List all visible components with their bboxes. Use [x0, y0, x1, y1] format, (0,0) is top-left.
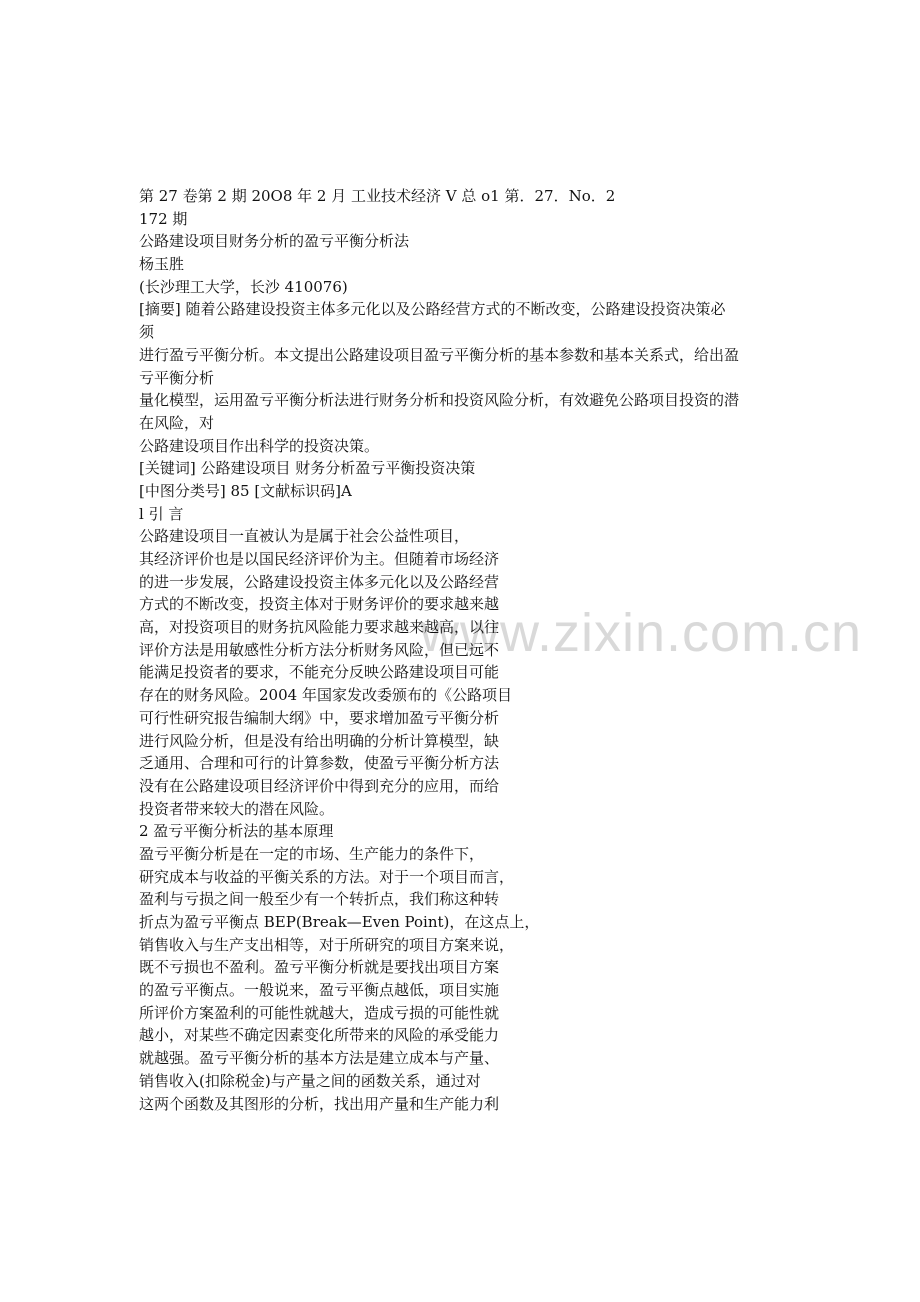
body-text-line: 研究成本与收益的平衡关系的方法。对于一个项目而言，	[139, 867, 515, 886]
keywords-line: [关键词] 公路建设项目 财务分析盈亏平衡投资决策	[139, 459, 476, 478]
document-page	[139, 185, 799, 1115]
body-text-line: 的进一步发展，公路建设投资主体多元化以及公路经营	[139, 572, 500, 591]
body-text-line: 投资者带来较大的潜在风险。	[139, 799, 335, 818]
issue-number-line: 172 期	[139, 209, 188, 228]
watermark-text: www.zixin.com.cn	[420, 603, 863, 663]
abstract-line: 在风险，对	[139, 413, 215, 432]
body-text-line: 销售收入(扣除税金)与产量之间的函数关系，通过对	[139, 1071, 481, 1090]
abstract-line: 量化模型，运用盈亏平衡分析法进行财务分析和投资风险分析，有效避免公路项目投资的潜	[139, 391, 740, 410]
section-1-heading: l 引 言	[139, 504, 184, 523]
author-name: 杨玉胜	[139, 255, 185, 274]
body-text-line: 可行性研究报告编制大纲》中，要求增加盈亏平衡分析	[139, 708, 500, 727]
body-text-line: 高，对投资项目的财务抗风险能力要求越来越高，以往	[139, 618, 500, 637]
body-text-line: 所评价方案盈利的可能性就越大，造成亏损的可能性就	[139, 1003, 500, 1022]
body-text-line: 销售收入与生产支出相等，对于所研究的项目方案来说，	[139, 935, 515, 954]
body-text-line: 越小，对某些不确定因素变化所带来的风险的承受能力	[139, 1026, 500, 1045]
body-text-line: 存在的财务风险。2004 年国家发改委颁布的《公路项目	[139, 686, 512, 705]
section-2-heading: 2 盈亏平衡分析法的基本原理	[139, 822, 334, 841]
author-affiliation: (长沙理工大学，长沙 410076)	[139, 277, 348, 296]
abstract-line: 进行盈亏平衡分析。本文提出公路建设项目盈亏平衡分析的基本参数和基本关系式，给出盈	[139, 345, 740, 364]
body-text-line: 没有在公路建设项目经济评价中得到充分的应用，而给	[139, 776, 500, 795]
body-text-line: 公路建设项目一直被认为是属于社会公益性项目，	[139, 527, 470, 546]
body-text-line: 盈利与亏损之间一般至少有一个转折点，我们称这种转	[139, 890, 500, 909]
body-text-line: 其经济评价也是以国民经济评价为主。但随着市场经济	[139, 550, 500, 568]
body-text-line: 方式的不断改变，投资主体对于财务评价的要求越来越	[139, 595, 500, 614]
abstract-line: 亏平衡分析	[139, 368, 215, 387]
body-text-line: 既不亏损也不盈利。盈亏平衡分析就是要找出项目方案	[139, 958, 500, 977]
body-text-line: 能满足投资者的要求，不能充分反映公路建设项目可能	[139, 663, 500, 682]
article-title: 公路建设项目财务分析的盈亏平衡分析法	[139, 232, 410, 251]
abstract-line: 须	[139, 323, 155, 342]
body-text-line: 的盈亏平衡点。一般说来，盈亏平衡点越低，项目实施	[139, 981, 500, 1000]
body-text-line: 就越强。盈亏平衡分析的基本方法是建立成本与产量、	[139, 1049, 500, 1068]
classification-line: [中图分类号] 85 [文献标识码]A	[139, 481, 352, 500]
body-text-line: 这两个函数及其图形的分析，找出用产量和生产能力利	[139, 1094, 500, 1113]
abstract-line: [摘要] 随着公路建设投资主体多元化以及公路经营方式的不断改变，公路建设投资决策必	[139, 300, 726, 319]
body-text-line: 折点为盈亏平衡点 BEP(Break—Even Point)，在这点上，	[139, 913, 540, 931]
body-text-line: 盈亏平衡分析是在一定的市场、生产能力的条件下，	[139, 844, 485, 863]
body-text-line: 乏通用、合理和可行的计算参数，使盈亏平衡分析方法	[139, 754, 500, 773]
body-text-line: 评价方法是用敏感性分析方法分析财务风险，但已远不	[139, 640, 500, 659]
body-text-line: 进行风险分析，但是没有给出明确的分析计算模型，缺	[139, 731, 500, 750]
journal-info-line: 第 27 卷第 2 期 20O8 年 2 月 工业技术经济 V 总 o1 第．27．No．2	[139, 187, 616, 205]
abstract-line: 公路建设项目作出科学的投资决策。	[139, 436, 380, 455]
